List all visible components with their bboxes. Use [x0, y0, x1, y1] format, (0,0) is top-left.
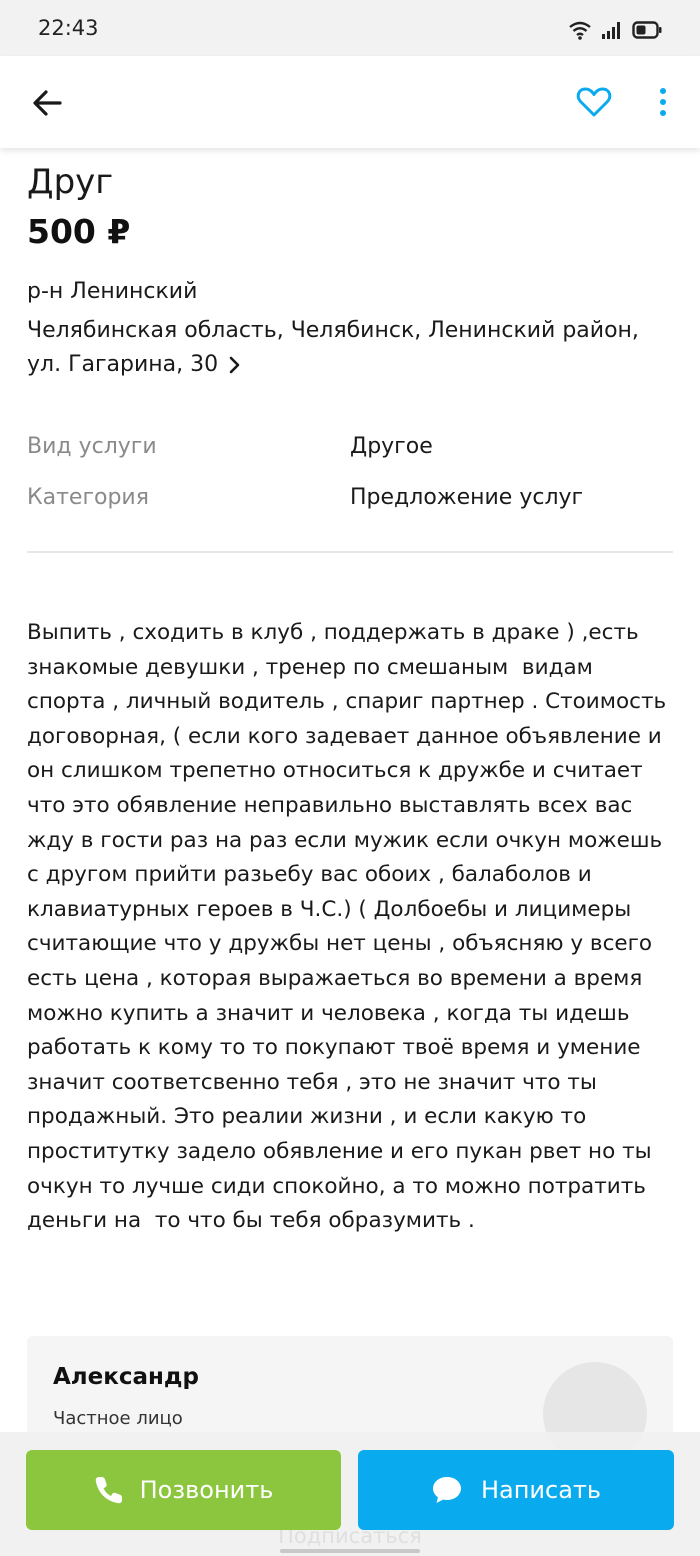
listing-price: 500 ₽ — [27, 212, 131, 251]
app-bar — [0, 56, 700, 148]
heart-outline-icon — [576, 86, 612, 118]
listing-description: Выпить , сходить в клуб , поддержать в драке ) ,есть знакомые девушки , тренер по смешаным видам спорта , личный водитель , спариг партнер . Стоимость договорная, ( если кого задевает данное объявление и он слишком трепетно относиться к дружбе и считает что это обявление неправильно выставлять всех вас жду в гости раз на раз если мужик если очкун можешь с другом прийти разьебу вас обоих , балаболов и клавиатурных героев в Ч.С.) ( Долбоебы и лицимеры считающие что у дружбы нет цены , объясняю у всего есть цена , которая выражаеться во времени а время можно купить а значит и человека , когда ты идешь работать к кому то то покупают твоё время и умение значит соответсвенно тебя , это не значит что ты продажный. Это реалии жизни , и если какую то проститутку задело обявление и его пукан рвет но ты очкун то лучше сиди спокойно, а то можно потратить деньги на то что бы тебя образумить . — [27, 620, 680, 1234]
status-icons — [568, 18, 662, 40]
status-bar — [0, 0, 700, 56]
battery-icon — [632, 20, 662, 40]
phone-icon — [94, 1475, 124, 1505]
chevron-right-icon — [228, 355, 242, 375]
param-label-category: Категория — [27, 485, 149, 510]
divider — [27, 551, 673, 553]
param-value-service-type: Другое — [350, 434, 433, 459]
listing-title: Друг — [27, 162, 114, 202]
more-options-button[interactable] — [646, 78, 680, 126]
listing-address: Челябинская область, Челябинск, Ленинский район, ул. Гагарина, 30 — [27, 318, 639, 377]
write-label: Написать — [480, 1476, 602, 1504]
call-button[interactable] — [26, 1450, 341, 1530]
status-time: 22:43 — [38, 16, 99, 40]
arrow-left-icon — [32, 89, 62, 117]
more-vertical-icon — [658, 87, 668, 117]
listing-district: р-н Ленинский — [27, 279, 198, 304]
home-indicator — [280, 1549, 420, 1553]
param-value-category: Предложение услуг — [350, 485, 584, 510]
seller-type: Частное лицо — [53, 1408, 183, 1429]
seller-name: Александр — [53, 1364, 199, 1390]
wifi-icon — [568, 20, 592, 40]
signal-icon — [601, 20, 623, 40]
write-button[interactable] — [358, 1450, 674, 1530]
param-label-service-type: Вид услуги — [27, 434, 157, 459]
chat-bubble-icon — [431, 1475, 463, 1505]
favorite-button[interactable] — [570, 78, 618, 126]
bottom-action-bar — [0, 1432, 700, 1556]
listing-address-link[interactable] — [27, 314, 667, 382]
back-button[interactable] — [22, 78, 72, 128]
call-label: Позвонить — [139, 1476, 274, 1504]
